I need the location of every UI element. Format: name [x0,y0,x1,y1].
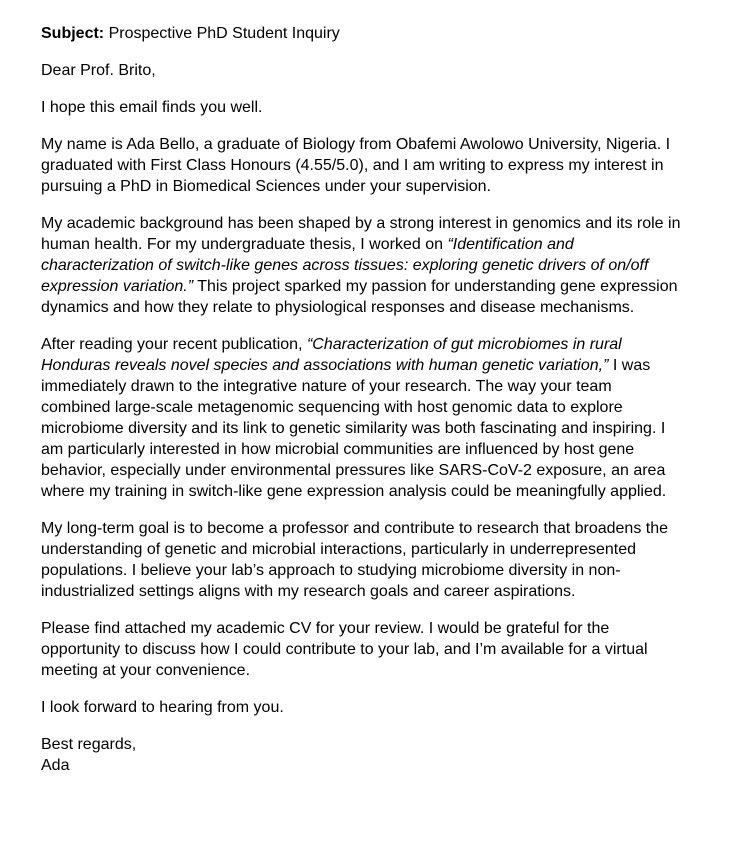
paragraph-closing-line: I look forward to hearing from you. [41,699,284,716]
publication-title: “Characterization of gut microbiomes in rural Honduras reveals novel species and associations with human genetic variation,” [41,336,622,374]
signature: Ada [41,757,70,774]
paragraph-background: My name is Ada Bello, a graduate of Biology from Obafemi Awolowo University, Nigeria. I graduated with First Class Honours (4.55/5.0), and I am writing to express my interest in pursuing a PhD in Biomedical Sciences under your supervision. [41,136,671,195]
subject-text: Prospective PhD Student Inquiry [104,25,340,42]
paragraph-thesis [41,213,681,318]
publication-text-before: After reading your recent publication, [41,336,307,353]
paragraph-intro: I hope this email finds you well. [41,99,263,116]
thesis-text-before: My academic background has been shaped by a strong interest in genomics and its role in human health. For my undergraduate thesis, I worked on [41,215,681,253]
paragraph-goals: My long-term goal is to become a professor and contribute to research that broadens the understanding of genetic and microbial interactions, particularly in underrepresented populations. I believe your lab’s approach to studying microbiome diversity in non-industrialized settings aligns with my research goals and career aspirations. [41,520,669,600]
subject-line [41,23,681,44]
paragraph-publication [41,334,681,502]
thesis-text-after: This project sparked my passion for understanding gene expression dynamics and how they relate to physiological responses and disease mechanisms. [41,278,678,316]
subject-label: Subject: [41,25,105,42]
publication-text-after: I was immediately drawn to the integrative nature of your research. The way your team combined large-scale metagenomic sequencing with host genomic data to explore microbiome diversity and its link to genetic similarity was both fascinating and inspiring. I am particularly interested in how microbial communities are influenced by host gene behavior, especially under environmental pressures like SARS-CoV-2 exposure, an area where my training in switch-like gene expression analysis could be meaningfully applied. [41,357,667,500]
closing: Best regards, [41,736,137,753]
paragraph-cv: Please find attached my academic CV for your review. I would be grateful for the opportunity to discuss how I could contribute to your lab, and I’m available for a virtual meeting at your convenience. [41,620,648,679]
greeting: Dear Prof. Brito, [41,62,156,79]
thesis-title: “Identification and characterization of switch-like genes across tissues: exploring genetic drivers of on/off expression variation.” [41,236,649,295]
